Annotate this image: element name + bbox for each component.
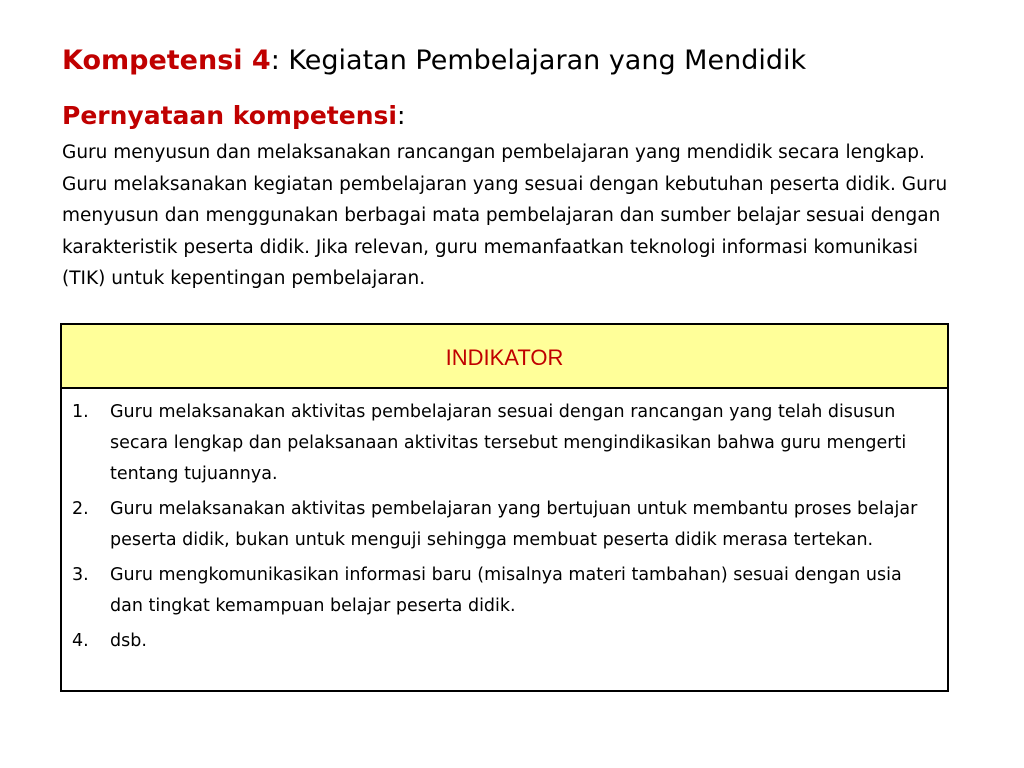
indicator-list: [62, 389, 947, 657]
indicator-header-label: INDIKATOR: [445, 345, 564, 370]
indicator-item-number: 2.: [72, 499, 89, 519]
statement-body: Guru menyusun dan melaksanakan rancangan pembelajaran yang mendidik secara lengkap. Guru melaksanakan kegiatan pembelajaran yang sesuai dengan kebutuhan peserta didik. Guru menyusun dan menggunakan berbagai mata pembelajaran dan sumber belajar sesuai dengan karakteristik peserta didik. Jika relevan, guru memanfaatkan teknologi informasi komunikasi (TIK) untuk kepentingan pembelajaran.: [62, 142, 948, 289]
indicator-header: [62, 325, 947, 389]
indicator-item-text: Guru melaksanakan aktivitas pembelajaran sesuai dengan rancangan yang telah disusun secara lengkap dan pelaksanaan aktivitas tersebut mengindikasikan bahwa guru mengerti tentang tujuannya.: [110, 402, 907, 484]
statement-heading: [62, 97, 405, 135]
indicator-item: [72, 626, 933, 657]
indicator-item: [72, 494, 933, 556]
statement-colon: :: [396, 101, 406, 130]
statement-label: Pernyataan kompetensi: [62, 101, 397, 130]
competency-label: Kompetensi 4: [62, 45, 271, 76]
indicator-item: [72, 560, 933, 622]
indicator-item-number: 1.: [72, 402, 89, 422]
indicator-item-text: Guru mengkomunikasikan informasi baru (misalnya materi tambahan) sesuai dengan usia dan tingkat kemampuan belajar peserta didik.: [110, 565, 902, 616]
indicator-item: [72, 397, 933, 490]
page-title: [62, 41, 806, 81]
indicator-table: [60, 323, 949, 692]
indicator-item-text: dsb.: [110, 631, 147, 651]
indicator-item-number: 3.: [72, 565, 89, 585]
indicator-item-text: Guru melaksanakan aktivitas pembelajaran yang bertujuan untuk membantu proses belajar peserta didik, bukan untuk menguji sehingga membuat peserta didik merasa tertekan.: [110, 499, 918, 550]
competency-title: : Kegiatan Pembelajaran yang Mendidik: [270, 45, 807, 76]
indicator-item-number: 4.: [72, 631, 89, 651]
